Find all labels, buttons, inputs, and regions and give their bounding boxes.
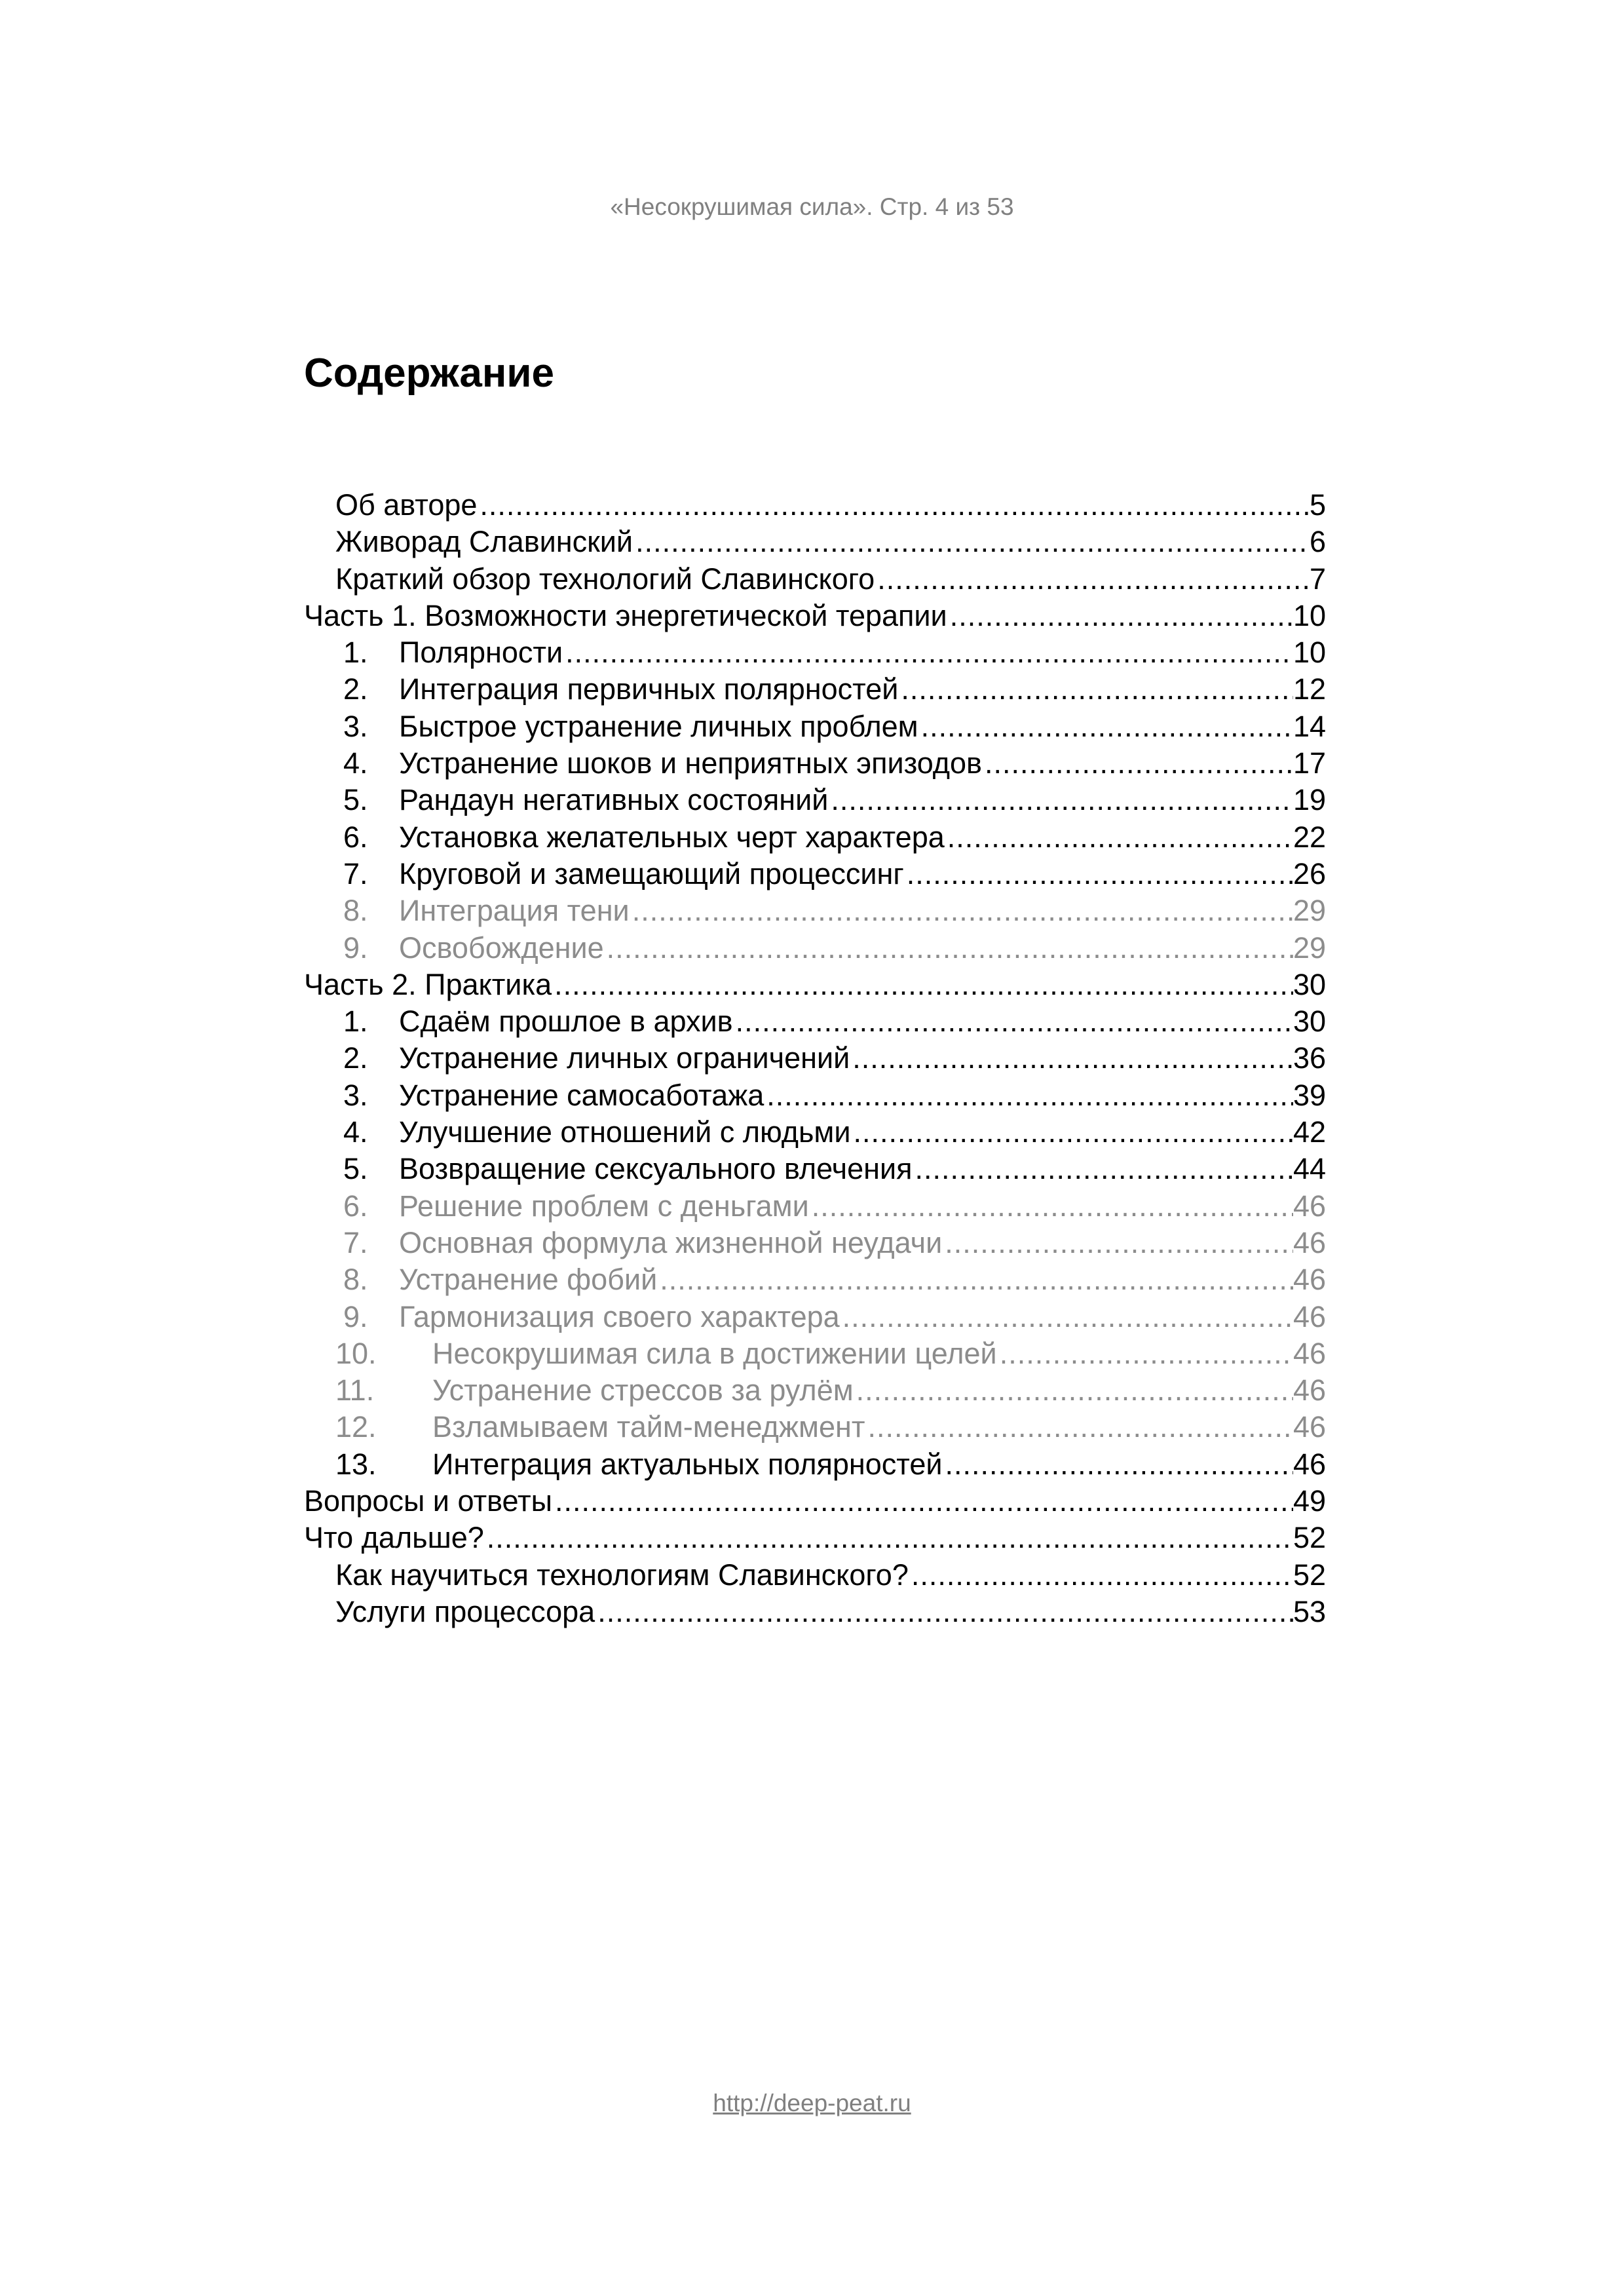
- toc-entry-page: 30: [1293, 967, 1326, 1001]
- toc-entry[interactable]: [304, 745, 1326, 782]
- toc-leader-dots: [604, 930, 1293, 966]
- toc-entry-page: 17: [1293, 746, 1326, 780]
- toc-leader-dots: [982, 745, 1293, 782]
- toc-entry[interactable]: [304, 561, 1326, 598]
- toc-entry[interactable]: [304, 1557, 1326, 1594]
- toc-entry-number: 13.: [335, 1447, 377, 1481]
- toc-entry[interactable]: [304, 1372, 1326, 1409]
- toc-entry[interactable]: [304, 1114, 1326, 1151]
- toc-leader-dots: [764, 1077, 1293, 1114]
- toc-entry[interactable]: [304, 634, 1326, 671]
- toc-entry-label: Как научиться технологиям Славинского?: [335, 1558, 909, 1592]
- toc-entry-label: Интеграция актуальных полярностей: [432, 1447, 943, 1481]
- toc-entry-page: 30: [1293, 1004, 1326, 1039]
- toc-entry-page: 14: [1293, 709, 1326, 743]
- toc-entry[interactable]: [304, 856, 1326, 892]
- toc-entry-label: Несокрушимая сила в достижении целей: [432, 1336, 997, 1370]
- toc-entry-number: 8.: [343, 1263, 368, 1297]
- toc-entry-page: 46: [1293, 1189, 1326, 1223]
- toc-entry-page: 44: [1293, 1152, 1326, 1186]
- toc-entry-label: Установка желательных черт характера: [399, 820, 945, 854]
- toc-entry-page: 29: [1293, 930, 1326, 965]
- toc-entry[interactable]: [304, 1520, 1326, 1556]
- toc-entry[interactable]: [304, 819, 1326, 856]
- toc-entry-label: Устранение фобий: [399, 1263, 658, 1297]
- toc-entry-number: 3.: [343, 709, 368, 743]
- toc-entry-page: 46: [1293, 1373, 1326, 1407]
- toc-entry-number: 4.: [343, 746, 368, 780]
- toc-entry-number: 4.: [343, 1115, 368, 1149]
- toc-entry-number: 9.: [343, 930, 368, 965]
- toc-entry-label: Интеграция первичных полярностей: [399, 672, 899, 706]
- toc-leader-dots: [552, 1483, 1293, 1520]
- toc-entry[interactable]: [304, 966, 1326, 1003]
- toc-entry-label: Быстрое устранение личных проблем: [399, 709, 918, 743]
- toc-entry-label: Решение проблем с деньгами: [399, 1189, 809, 1223]
- toc-entry-number: 1.: [343, 636, 368, 670]
- toc-entry-page: 22: [1293, 820, 1326, 854]
- toc-leader-dots: [563, 634, 1293, 671]
- toc-leader-dots: [850, 1040, 1293, 1077]
- toc-entry-page: 29: [1293, 894, 1326, 928]
- footer-link[interactable]: http://deep-peat.ru: [713, 2090, 911, 2116]
- toc-entry-label: Интеграция тени: [399, 894, 630, 928]
- toc-entry-label: Сдаём прошлое в архив: [399, 1004, 733, 1039]
- toc-entry-page: 46: [1293, 1410, 1326, 1444]
- toc-entry-number: 2.: [343, 1041, 368, 1075]
- toc-entry-number: 7.: [343, 856, 368, 890]
- toc-entry[interactable]: [304, 1261, 1326, 1298]
- toc-entry-page: 46: [1293, 1263, 1326, 1297]
- toc-entry-label: Часть 2. Практика: [304, 967, 552, 1001]
- toc-entry-number: 2.: [343, 672, 368, 706]
- toc-entry-label: Рандаун негативных состояний: [399, 783, 829, 817]
- toc-entry[interactable]: [304, 1299, 1326, 1335]
- toc-leader-dots: [865, 1409, 1293, 1445]
- toc-entry-page: 52: [1293, 1521, 1326, 1555]
- toc-entry-number: 6.: [343, 1189, 368, 1223]
- toc-leader-dots: [904, 856, 1293, 892]
- toc-entry-number: 9.: [343, 1299, 368, 1333]
- toc-entry-label: Что дальше?: [304, 1521, 484, 1555]
- toc-entry-number: 10.: [335, 1336, 377, 1370]
- toc-entry[interactable]: [304, 1040, 1326, 1077]
- toc-entry-number: 8.: [343, 894, 368, 928]
- toc-leader-dots: [875, 561, 1310, 598]
- toc-entry[interactable]: [304, 487, 1326, 524]
- toc-entry[interactable]: [304, 1594, 1326, 1630]
- toc-entry-label: Об авторе: [335, 488, 478, 522]
- toc-entry-label: Услуги процессора: [335, 1594, 595, 1628]
- toc-leader-dots: [477, 487, 1310, 524]
- toc-leader-dots: [840, 1299, 1293, 1335]
- toc-entry-page: 46: [1293, 1299, 1326, 1333]
- toc-entry[interactable]: [304, 1151, 1326, 1187]
- toc-leader-dots: [630, 892, 1293, 929]
- toc-entry[interactable]: [304, 782, 1326, 818]
- toc-entry-number: 5.: [343, 783, 368, 817]
- toc-entry-number: 3.: [343, 1078, 368, 1112]
- toc-entry-label: Вопросы и ответы: [304, 1484, 552, 1518]
- toc-entry[interactable]: [304, 892, 1326, 929]
- toc-entry[interactable]: [304, 930, 1326, 966]
- toc-entry-label: Освобождение: [399, 930, 604, 965]
- toc-entry-label: Взламываем тайм-менеджмент: [432, 1410, 865, 1444]
- toc-entry[interactable]: [304, 1077, 1326, 1114]
- toc-leader-dots: [943, 1446, 1293, 1483]
- toc-entry-label: Улучшение отношений с людьми: [399, 1115, 851, 1149]
- toc-entry[interactable]: [304, 598, 1326, 634]
- toc-entry-page: 36: [1293, 1041, 1326, 1075]
- toc-entry-label: Устранение личных ограничений: [399, 1041, 850, 1075]
- toc-entry-page: 10: [1293, 636, 1326, 670]
- toc-entry-number: 1.: [343, 1004, 368, 1039]
- toc-entry[interactable]: [304, 1335, 1326, 1372]
- page-header: «Несокрушимая сила». Стр. 4 из 53: [610, 193, 1014, 220]
- toc-leader-dots: [851, 1114, 1293, 1151]
- toc-entry[interactable]: [304, 1003, 1326, 1040]
- toc-entry-page: 42: [1293, 1115, 1326, 1149]
- toc-entry-label: Устранение самосаботажа: [399, 1078, 765, 1112]
- toc-entry-page: 46: [1293, 1225, 1326, 1259]
- toc-entry[interactable]: [304, 671, 1326, 708]
- toc-leader-dots: [912, 1151, 1293, 1187]
- toc-leader-dots: [909, 1557, 1293, 1594]
- toc-leader-dots: [918, 708, 1293, 745]
- toc-entry[interactable]: [304, 708, 1326, 745]
- toc-entry-number: 12.: [335, 1410, 377, 1444]
- toc-entry-label: Живорад Славинский: [335, 525, 633, 559]
- toc-entry-page: 12: [1293, 672, 1326, 706]
- toc-entry-page: 6: [1309, 525, 1326, 559]
- toc-title: Содержание: [304, 351, 554, 396]
- toc-leader-dots: [828, 782, 1293, 818]
- toc-entry-page: 46: [1293, 1447, 1326, 1481]
- toc-entry[interactable]: [304, 1409, 1326, 1445]
- toc-entry-page: 10: [1293, 598, 1326, 632]
- toc-leader-dots: [633, 524, 1310, 560]
- toc-entry-page: 26: [1293, 856, 1326, 890]
- toc-entry-page: 46: [1293, 1336, 1326, 1370]
- toc-entry[interactable]: [304, 1188, 1326, 1225]
- toc-entry-number: 5.: [343, 1152, 368, 1186]
- toc-leader-dots: [809, 1188, 1293, 1225]
- toc-leader-dots: [552, 966, 1293, 1003]
- toc-entry-page: 19: [1293, 783, 1326, 817]
- toc-leader-dots: [947, 598, 1293, 634]
- toc-entry-number: 11.: [335, 1373, 375, 1407]
- toc-leader-dots: [945, 819, 1293, 856]
- toc-entry-page: 49: [1293, 1484, 1326, 1518]
- toc-entry-label: Круговой и замещающий процессинг: [399, 856, 904, 890]
- table-of-contents: [304, 487, 1326, 1630]
- toc-entry-page: 52: [1293, 1558, 1326, 1592]
- toc-leader-dots: [942, 1225, 1293, 1261]
- toc-leader-dots: [733, 1003, 1293, 1040]
- toc-entry-label: Полярности: [399, 636, 563, 670]
- toc-leader-dots: [657, 1261, 1293, 1298]
- toc-entry-label: Часть 1. Возможности энергетической терапии: [304, 598, 947, 632]
- toc-entry-page: 7: [1309, 562, 1326, 596]
- toc-entry-page: 39: [1293, 1078, 1326, 1112]
- toc-entry[interactable]: [304, 1446, 1326, 1483]
- toc-entry-number: 6.: [343, 820, 368, 854]
- toc-entry[interactable]: [304, 1225, 1326, 1261]
- toc-leader-dots: [898, 671, 1293, 708]
- toc-entry-label: Устранение шоков и неприятных эпизодов: [399, 746, 982, 780]
- toc-entry-page: 53: [1293, 1594, 1326, 1628]
- toc-entry-label: Основная формула жизненной неудачи: [399, 1225, 943, 1259]
- toc-entry-label: Гармонизация своего характера: [399, 1299, 840, 1333]
- toc-entry-label: Возвращение сексуального влечения: [399, 1152, 913, 1186]
- toc-leader-dots: [484, 1520, 1293, 1556]
- toc-leader-dots: [595, 1594, 1293, 1630]
- toc-entry-page: 5: [1309, 488, 1326, 522]
- toc-leader-dots: [997, 1335, 1293, 1372]
- toc-leader-dots: [854, 1372, 1293, 1409]
- toc-entry-label: Устранение стрессов за рулём: [432, 1373, 854, 1407]
- toc-entry[interactable]: [304, 524, 1326, 560]
- toc-entry-label: Краткий обзор технологий Славинского: [335, 562, 875, 596]
- toc-entry-number: 7.: [343, 1225, 368, 1259]
- toc-entry[interactable]: [304, 1483, 1326, 1520]
